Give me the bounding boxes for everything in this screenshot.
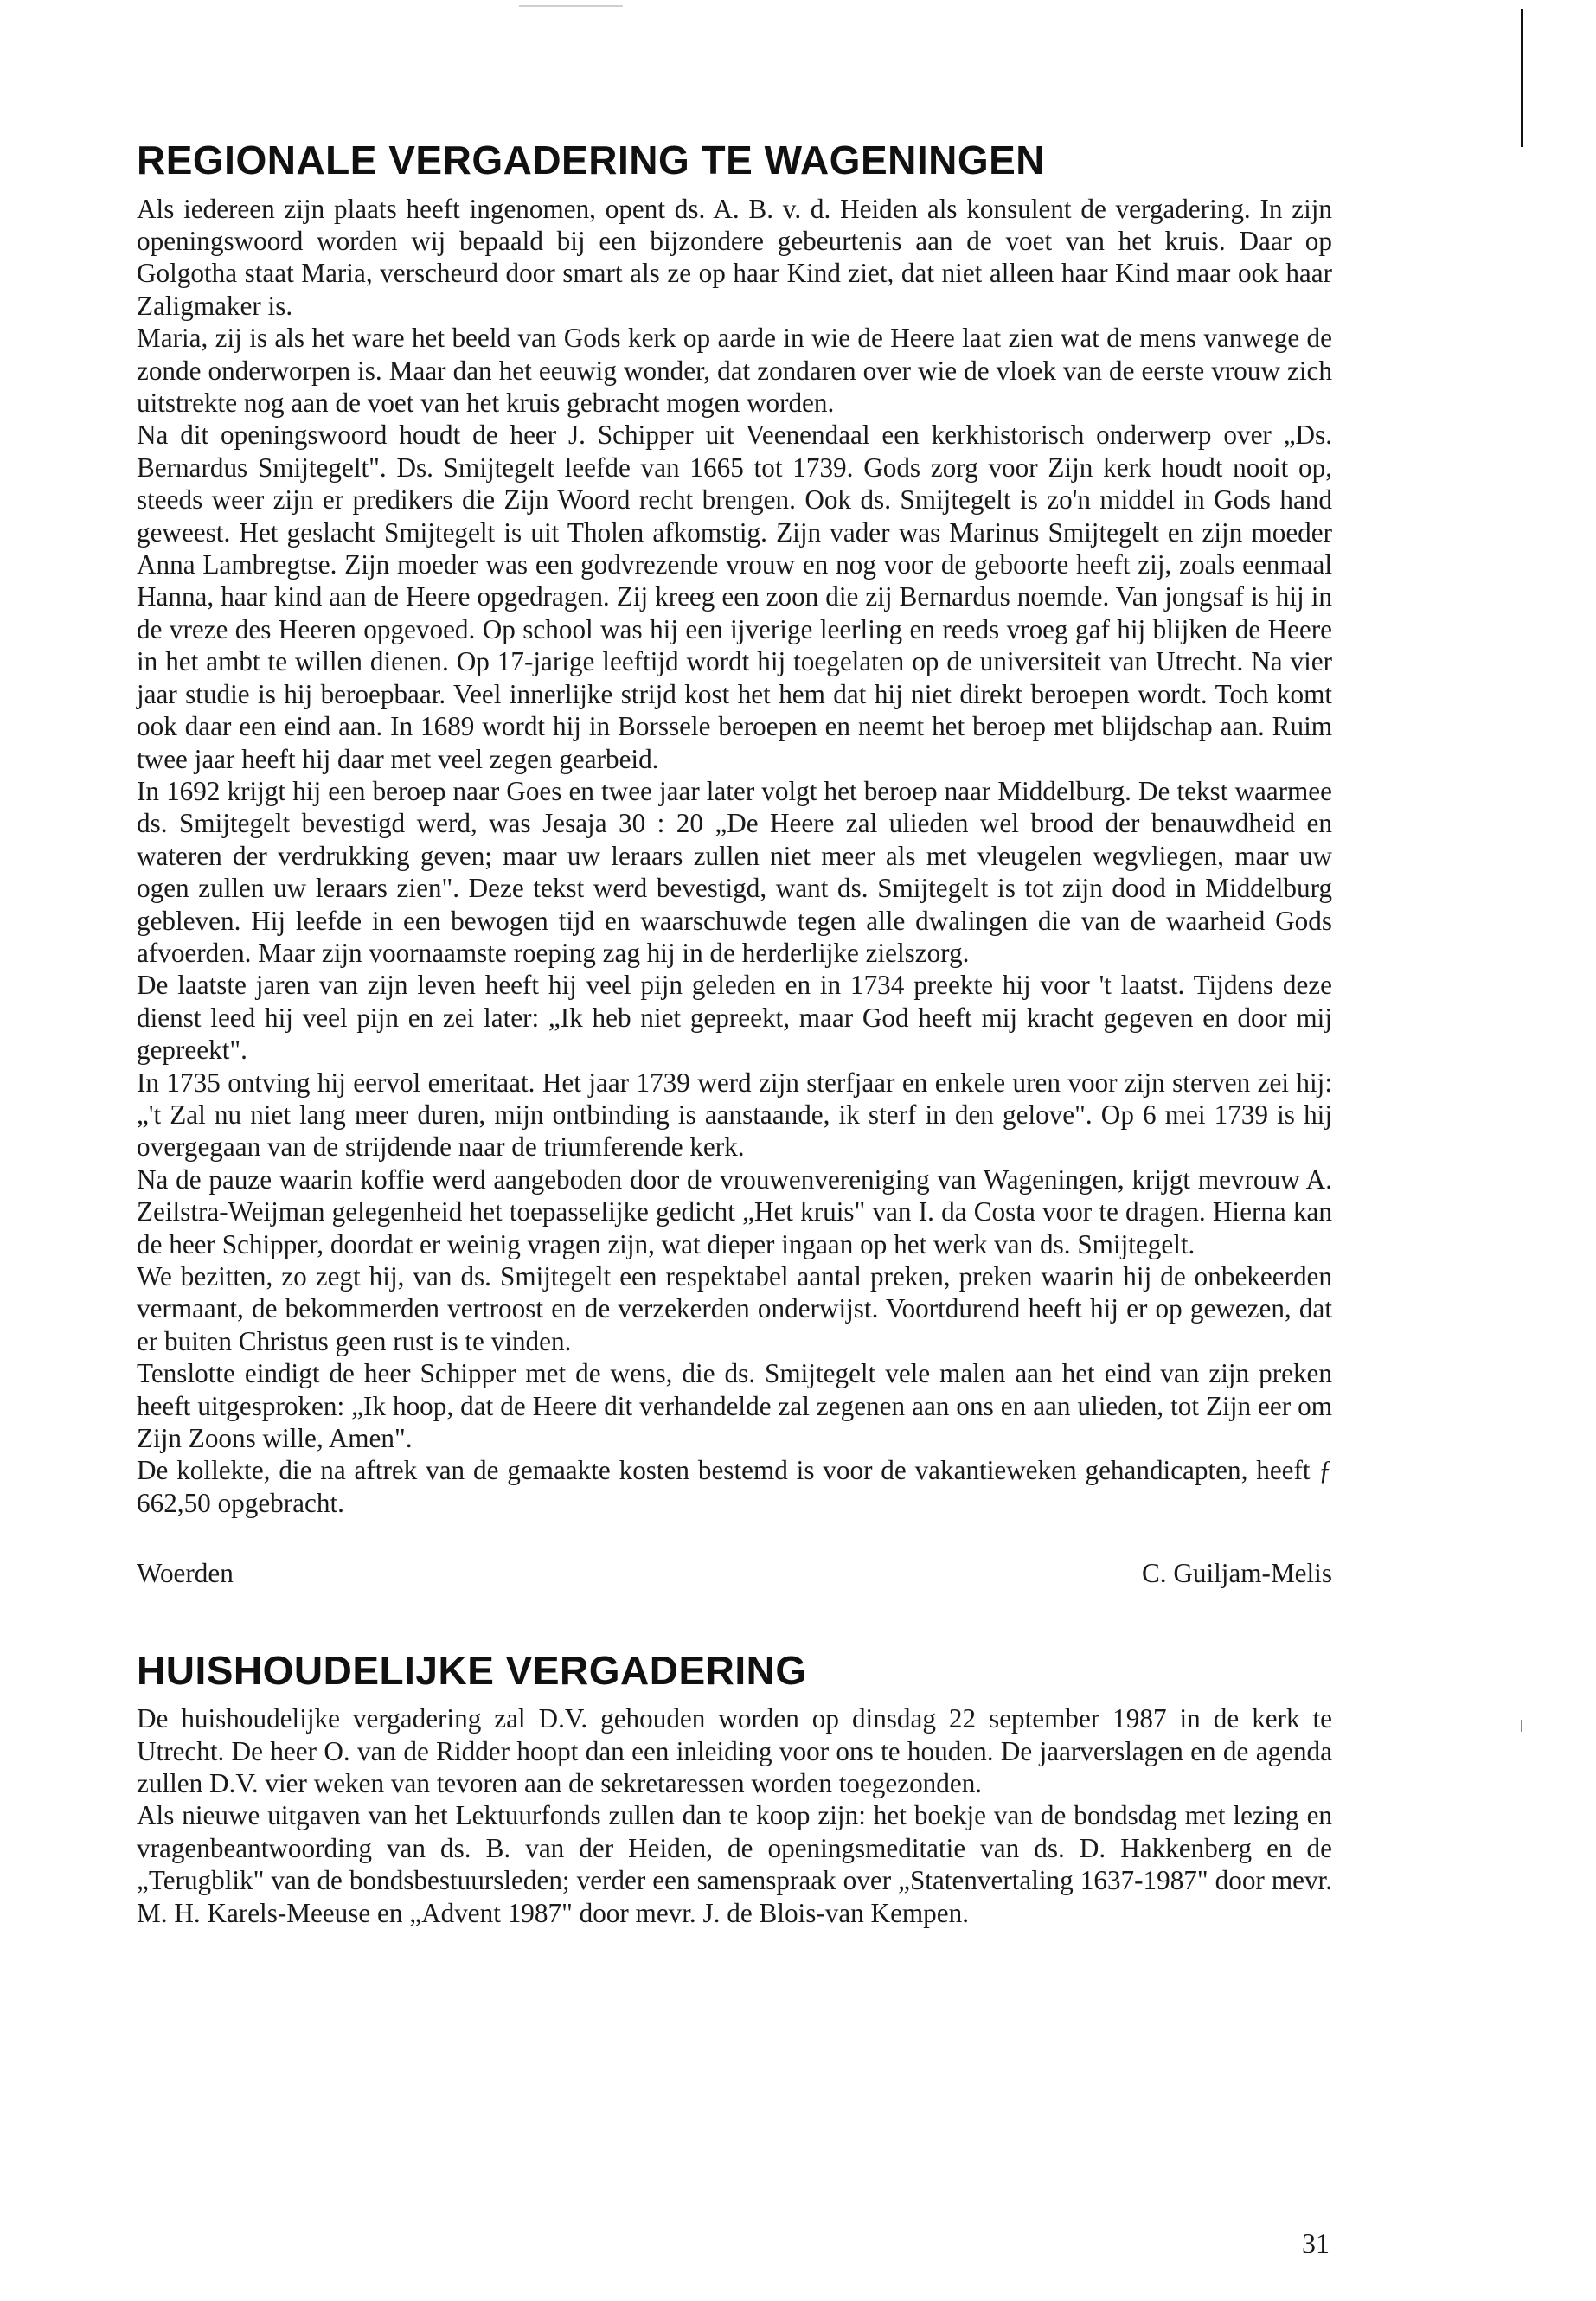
section-body-regionale: [137, 193, 1332, 1520]
paragraph: Als iedereen zijn plaats heeft ingenomen, opent ds. A. B. v. d. Heiden als konsulent de vergadering. In zijn openingswoord worden wij bepaald bij een bijzondere gebeurtenis aan de voet van het kruis. Daar op Golgotha staat Maria, verscheurd door smart als ze op haar Kind ziet, dat niet alleen haar Kind maar ook haar Zaligmaker is.: [137, 193, 1332, 321]
paragraph: We bezitten, zo zegt hij, van ds. Smijtegelt een respektabel aantal preken, preken waarin hij de onbekeerden vermaant, de bekommerden vertroost en de verzekerden onderwijst. Voortdurend heeft hij er op gewezen, dat er buiten Christus geen rust is te vinden.: [137, 1261, 1332, 1356]
signature-place: Woerden: [137, 1558, 234, 1589]
margin-rule: [1521, 9, 1523, 147]
paragraph: Na dit openingswoord houdt de heer J. Schipper uit Veenendaal een kerkhistorisch onderwerp over „Ds. Bernardus Smijtegelt". Ds. Smijtegelt leefde van 1665 tot 1739. Gods zorg voor Zijn kerk houdt nooit op, steeds weer zijn er predikers die Zijn Woord recht brengen. Ook ds. Smijtegelt is zo'n middel in Gods hand geweest. Het geslacht Smijtegelt is uit Tholen afkomstig. Zijn vader was Marinus Smijtegelt en zijn moeder Anna Lambregtse. Zijn moeder was een godvrezende vrouw en nog voor de geboorte heeft zij, zoals eenmaal Hanna, haar kind aan de Heere opgedragen. Zij kreeg een zoon die zij Bernardus noemde. Van jongsaf is hij in de vreze des Heeren opgevoed. Op school was hij een ijverige leerling en reeds vroeg gaf hij blijken de Heere in het ambt te willen dienen. Op 17-jarige leeftijd wordt hij toegelaten op de universiteit van Utrecht. Na vier jaar studie is hij beroepbaar. Veel innerlijke strijd kost het hem dat hij niet direkt beroepen wordt. Toch komt ook daar een eind aan. In 1689 wordt hij in Borssele beroepen en neemt het beroep met blijdschap aan. Ruim twee jaar heeft hij daar met veel zegen gearbeid.: [137, 420, 1332, 774]
paragraph: In 1735 ontving hij eervol emeritaat. Het jaar 1739 werd zijn sterfjaar en enkele uren voor zijn sterven zei hij: „'t Zal nu niet lang meer duren, mijn ontbinding is aanstaande, ik sterf in den gelove". Op 6 mei 1739 is hij overgegaan van de strijdende naar de triumferende kerk.: [137, 1067, 1332, 1163]
page-number: 31: [1302, 2227, 1330, 2259]
section-title-huishoudelijke: HUISHOUDELIJKE VERGADERING: [137, 1647, 807, 1693]
page-content: [137, 138, 1332, 1929]
paragraph: De kollekte, die na aftrek van de gemaakte kosten bestemd is voor de vakantieweken gehandicapten, heeft ƒ 662,50 opgebracht.: [137, 1455, 1332, 1518]
signature-author: C. Guiljam-Melis: [1141, 1558, 1332, 1589]
paragraph: De huishoudelijke vergadering zal D.V. gehouden worden op dinsdag 22 september 1987 in de kerk te Utrecht. De heer O. van de Ridder hoopt dan een inleiding voor ons te houden. De jaarverslagen en de agenda zullen D.V. vier weken van tevoren aan de sekretaressen worden toegezonden.: [137, 1703, 1332, 1799]
signature-line: [137, 1557, 1332, 1589]
paragraph: Tenslotte eindigt de heer Schipper met de wens, die ds. Smijtegelt vele malen aan het eind van zijn preken heeft uitgesproken: „Ik hoop, dat de Heere dit verhandelde zal zegenen aan ons en aan ulieden, tot Zijn eer om Zijn Zoons wille, Amen".: [137, 1358, 1332, 1454]
paragraph: Maria, zij is als het ware het beeld van Gods kerk op aarde in wie de Heere laat zien wat de mens vanwege de zonde onderworpen is. Maar dan het eeuwig wonder, dat zondaren over wie de vloek van de eerste vrouw zich uitstrekte nog aan de voet van het kruis gebracht mogen worden.: [137, 323, 1332, 419]
top-rule: [519, 5, 623, 7]
margin-mark: [1521, 1720, 1522, 1732]
section-body-huishoudelijke: [137, 1702, 1332, 1929]
paragraph: In 1692 krijgt hij een beroep naar Goes en twee jaar later volgt het beroep naar Middelburg. De tekst waarmee ds. Smijtegelt bevestigd werd, was Jesaja 30 : 20 „De Heere zal ulieden wel brood der benauwdheid en wateren der verdrukking geven; maar uw leraars zullen niet meer als met vleugelen wegvliegen, maar uw ogen zullen uw leraars zien". Deze tekst werd bevestigd, want ds. Smijtegelt is tot zijn dood in Middelburg gebleven. Hij leefde in een bewogen tijd en waarschuwde tegen alle dwalingen die van de waarheid Gods afvoerden. Maar zijn voornaamste roeping zag hij in de herderlijke zielszorg.: [137, 775, 1332, 968]
paragraph: Als nieuwe uitgaven van het Lektuurfonds zullen dan te koop zijn: het boekje van de bondsdag met lezing en vragenbeantwoording van ds. B. van der Heiden, de openingsmeditatie van ds. D. Hakkenberg en de „Terugblik" van de bondsbestuursleden; verder een samenspraak over „Statenvertaling 1637-1987" door mevr. M. H. Karels-Meeuse en „Advent 1987" door mevr. J. de Blois-van Kempen.: [137, 1800, 1332, 1928]
paragraph: De laatste jaren van zijn leven heeft hij veel pijn geleden en in 1734 preekte hij voor 't laatst. Tijdens deze dienst leed hij veel pijn en zei later: „Ik heb niet gepreekt, maar God heeft mij kracht gegeven en door mij gepreekt".: [137, 970, 1332, 1066]
paragraph: Na de pauze waarin koffie werd aangeboden door de vrouwenvereniging van Wageningen, krijgt mevrouw A. Zeilstra-Weijman gelegenheid het toepasselijke gedicht „Het kruis" van I. da Costa voor te dragen. Hierna kan de heer Schipper, doordat er weinig vragen zijn, wat dieper ingaan op het werk van ds. Smijtegelt.: [137, 1163, 1332, 1259]
section-title-regionale: REGIONALE VERGADERING TE WAGENINGEN: [137, 138, 1046, 183]
